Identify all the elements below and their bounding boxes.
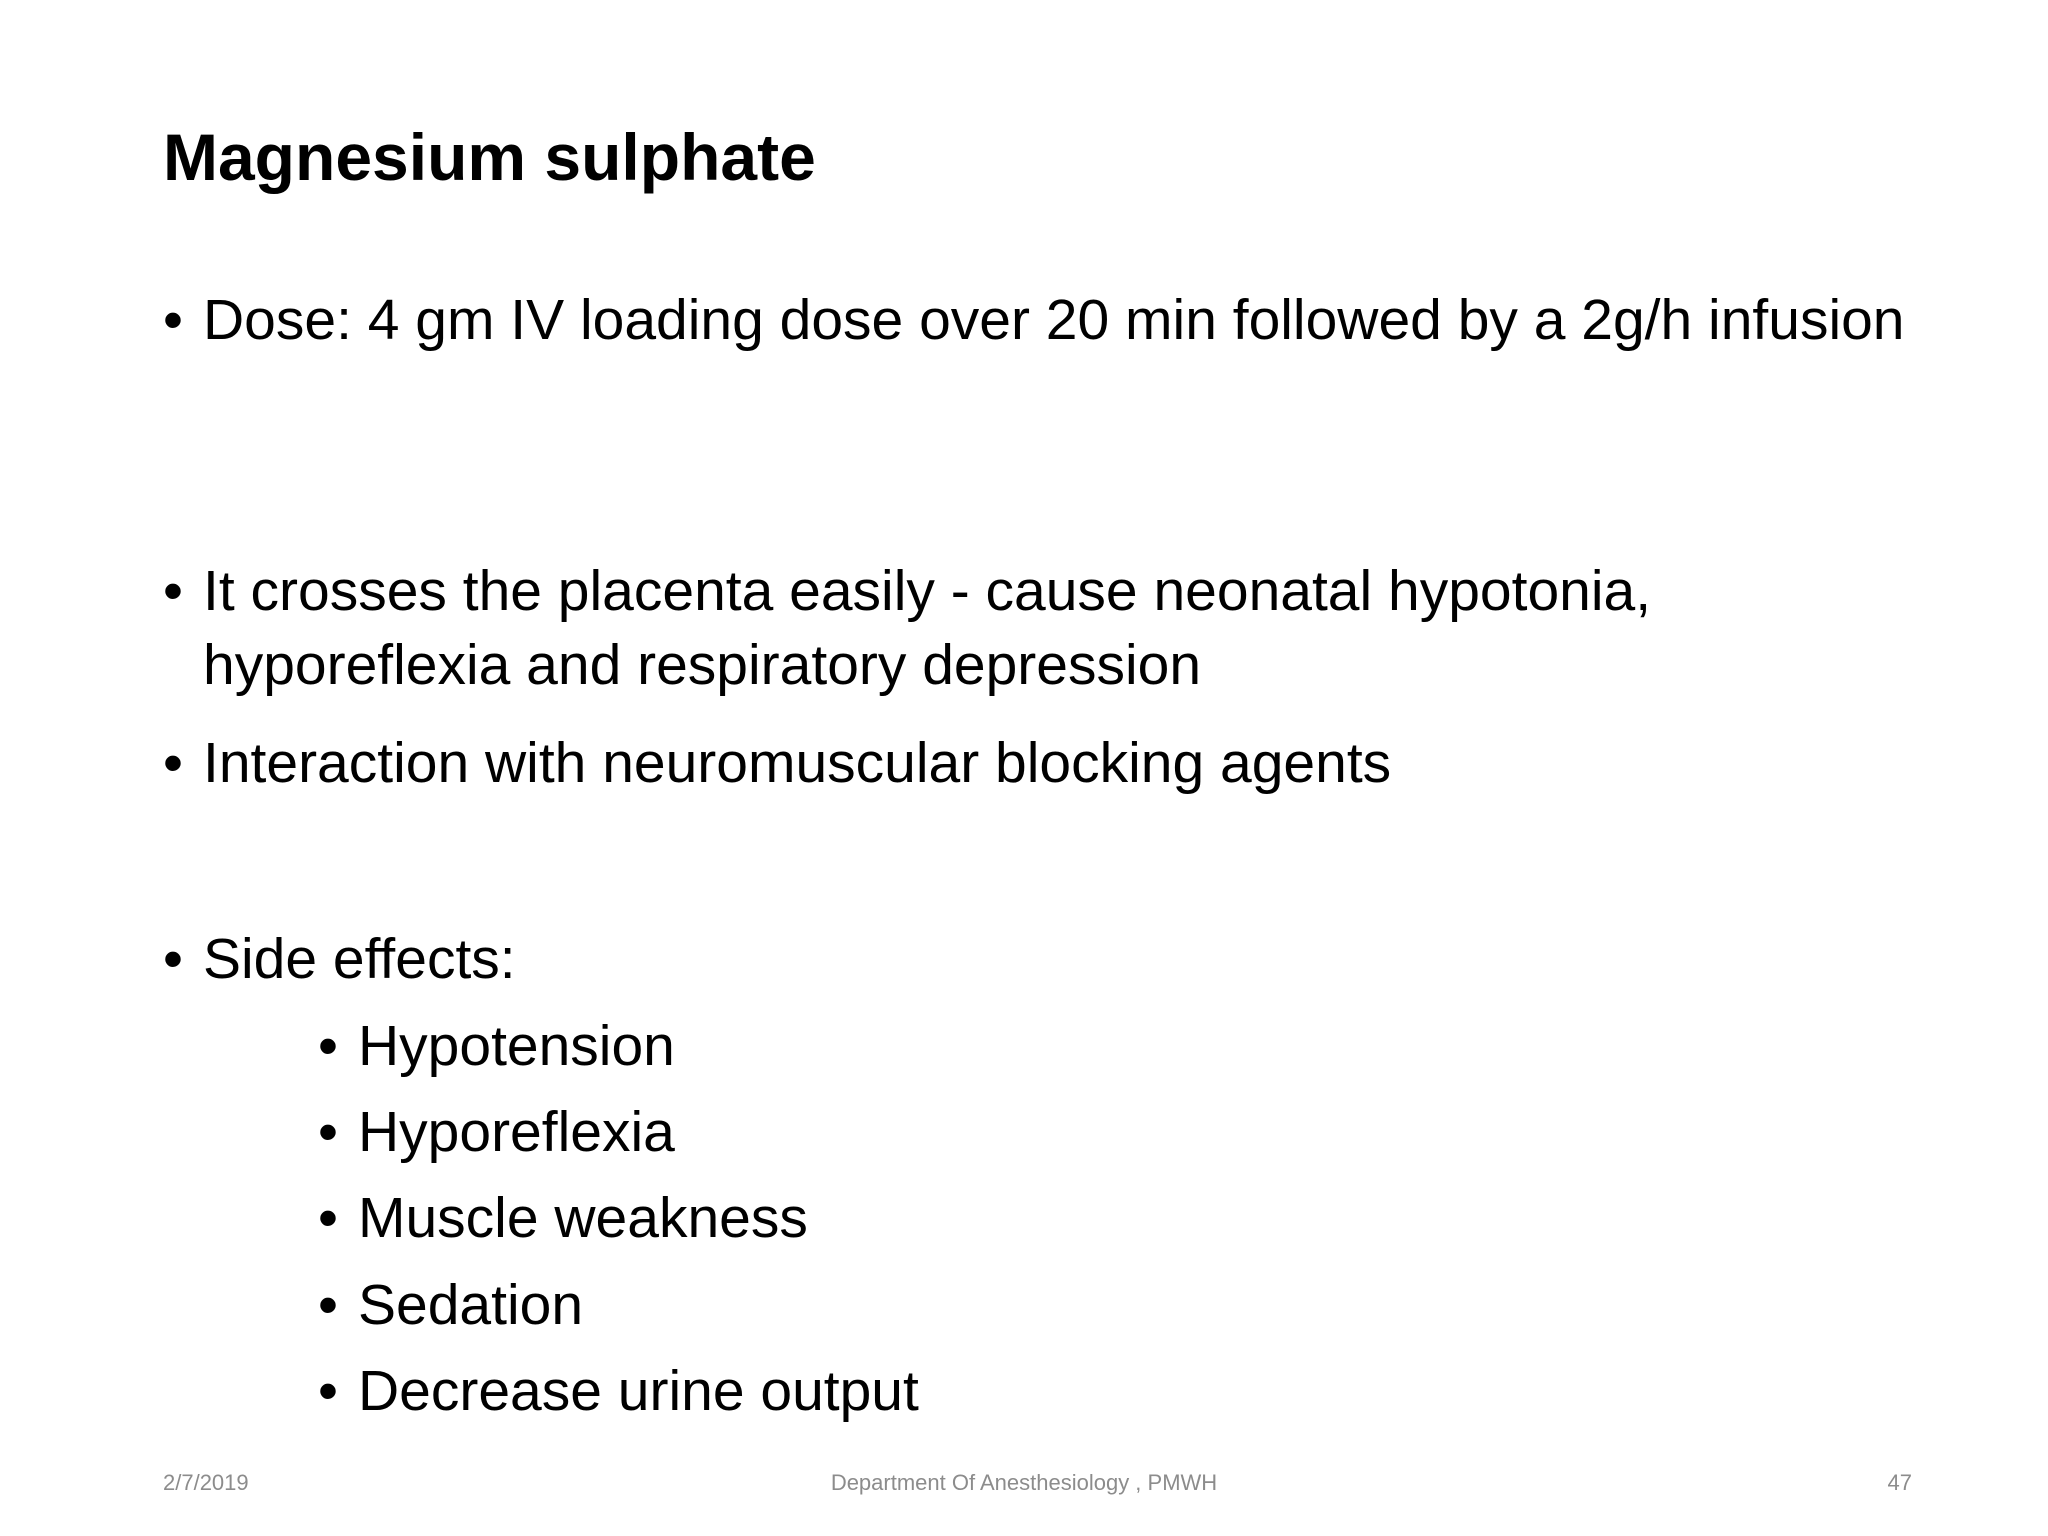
slide-title: Magnesium sulphate <box>163 120 816 194</box>
bullet-text: It crosses the placenta easily - cause neonatal hypotonia, hyporeflexia and respiratory depression <box>203 559 1652 697</box>
bullet-icon: • <box>163 731 183 795</box>
sub-bullet-text: Muscle weakness <box>358 1186 808 1250</box>
sub-bullet-text: Hyporeflexia <box>358 1100 675 1164</box>
sub-bullet-text: Decrease urine output <box>358 1359 919 1423</box>
sub-bullet-text: Hypotension <box>358 1014 675 1078</box>
sub-bullet-text: Sedation <box>358 1273 584 1337</box>
sub-bullet-icon: • <box>318 1359 338 1423</box>
sub-bullet-item <box>318 1095 675 1169</box>
bullet-item-interaction <box>163 726 1923 800</box>
bullet-item-dose <box>163 283 1923 357</box>
bullet-text: Side effects: <box>203 927 516 991</box>
sub-bullet-icon: • <box>318 1100 338 1164</box>
sub-bullet-item <box>318 1268 583 1342</box>
bullet-text: Dose: 4 gm IV loading dose over 20 min followed by a 2g/h infusion <box>203 288 1905 352</box>
sub-bullet-icon: • <box>318 1273 338 1337</box>
sub-bullet-item <box>318 1354 919 1428</box>
sub-bullet-icon: • <box>318 1014 338 1078</box>
bullet-icon: • <box>163 288 183 352</box>
bullet-item-side-effects <box>163 922 1923 996</box>
bullet-text: Interaction with neuromuscular blocking agents <box>203 731 1392 795</box>
sub-bullet-item <box>318 1181 808 1255</box>
bullet-item-placenta <box>163 554 1923 702</box>
footer-page-number: 47 <box>1887 1470 1912 1495</box>
footer-department: Department Of Anesthesiology , PMWH <box>830 1470 1218 1495</box>
bullet-icon: • <box>163 559 183 623</box>
sub-bullet-icon: • <box>318 1186 338 1250</box>
sub-bullet-item <box>318 1009 675 1083</box>
footer-date: 2/7/2019 <box>163 1470 249 1495</box>
bullet-icon: • <box>163 927 183 991</box>
